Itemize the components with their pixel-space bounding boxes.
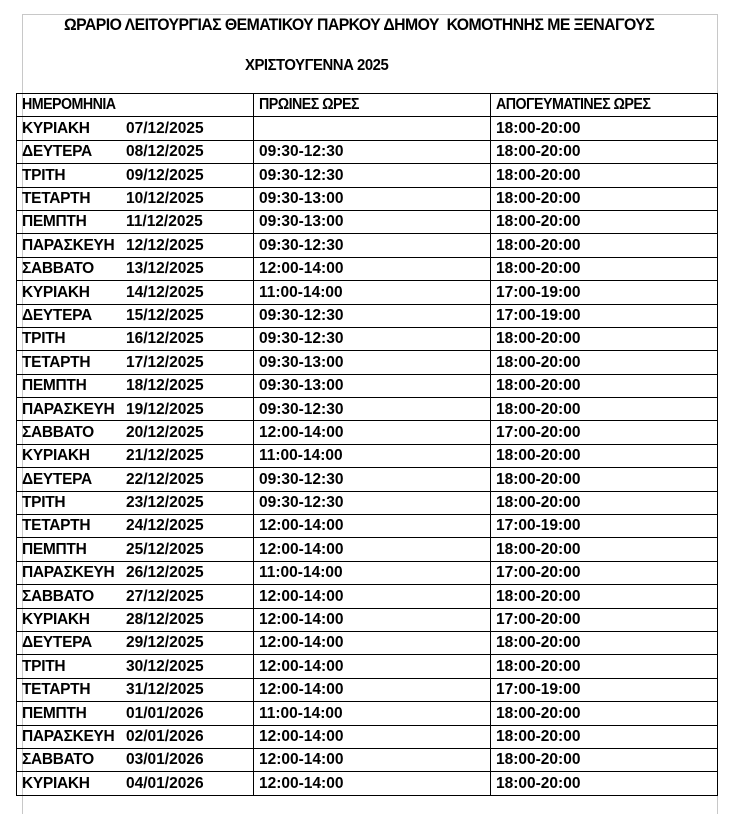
- header-afternoon-label: ΑΠΟΓΕΥΜΑΤΙΝΕΣ ΩΡΕΣ: [496, 96, 651, 114]
- table-row: [17, 327, 718, 350]
- date-value: 16/12/2025: [126, 330, 204, 348]
- date-cell: [17, 538, 254, 561]
- day-name: ΤΕΤΑΡΤΗ: [22, 681, 91, 699]
- date-cell: [17, 281, 254, 304]
- date-value: 25/12/2025: [126, 540, 204, 558]
- afternoon-hours-cell: 18:00-20:00: [491, 491, 718, 514]
- date-value: 04/01/2026: [126, 774, 204, 792]
- table-row: [17, 351, 718, 374]
- afternoon-hours-cell: 18:00-20:00: [491, 702, 718, 725]
- date-cell: [17, 772, 254, 795]
- table-row: [17, 304, 718, 327]
- date-value: 20/12/2025: [126, 423, 204, 441]
- day-name: ΠΕΜΠΤΗ: [22, 213, 87, 231]
- date-cell: [17, 140, 254, 163]
- afternoon-hours-cell: 18:00-20:00: [491, 468, 718, 491]
- date-value: 15/12/2025: [126, 306, 204, 324]
- afternoon-hours-cell: 18:00-20:00: [491, 772, 718, 795]
- table-row: [17, 234, 718, 257]
- day-name: ΠΑΡΑΣΚΕΥΗ: [22, 727, 115, 745]
- day-name: ΠΑΡΑΣΚΕΥΗ: [22, 564, 115, 582]
- afternoon-hours-cell: 18:00-20:00: [491, 748, 718, 771]
- day-name: ΔΕΥΤΕΡΑ: [22, 470, 92, 488]
- date-value: 29/12/2025: [126, 634, 204, 652]
- afternoon-hours-cell: 18:00-20:00: [491, 398, 718, 421]
- morning-hours-cell: 12:00-14:00: [254, 421, 491, 444]
- day-name: ΤΡΙΤΗ: [22, 166, 66, 184]
- table-row: [17, 421, 718, 444]
- day-name: ΤΡΙΤΗ: [22, 330, 66, 348]
- date-value: 11/12/2025: [126, 213, 203, 231]
- date-value: 30/12/2025: [126, 657, 204, 675]
- date-value: 12/12/2025: [126, 236, 204, 254]
- morning-hours-cell: 12:00-14:00: [254, 257, 491, 280]
- table-header-row: [17, 94, 718, 117]
- date-cell: [17, 631, 254, 654]
- date-value: 10/12/2025: [126, 190, 204, 207]
- date-value: 28/12/2025: [126, 611, 204, 629]
- date-cell: [17, 234, 254, 257]
- date-value: 08/12/2025: [126, 143, 204, 161]
- morning-hours-cell: 12:00-14:00: [254, 655, 491, 678]
- morning-hours-cell: 09:30-12:30: [254, 164, 491, 187]
- day-name: ΚΥΡΙΑΚΗ: [22, 283, 90, 301]
- date-cell: [17, 117, 254, 140]
- date-value: 21/12/2025: [126, 447, 204, 465]
- date-value: 14/12/2025: [126, 283, 204, 301]
- afternoon-hours-cell: 18:00-20:00: [491, 187, 718, 210]
- day-name: ΤΡΙΤΗ: [22, 657, 66, 675]
- header-afternoon-hours: [491, 94, 718, 117]
- morning-hours-cell: 12:00-14:00: [254, 515, 491, 538]
- date-value: 31/12/2025: [126, 681, 204, 699]
- date-cell: [17, 725, 254, 748]
- morning-hours-cell: 11:00-14:00: [254, 281, 491, 304]
- morning-hours-cell: [254, 117, 491, 140]
- date-cell: [17, 678, 254, 701]
- date-cell: [17, 491, 254, 514]
- day-name: ΔΕΥΤΕΡΑ: [22, 306, 92, 324]
- morning-hours-cell: 09:30-12:30: [254, 327, 491, 350]
- morning-hours-cell: 09:30-12:30: [254, 234, 491, 257]
- date-cell: [17, 327, 254, 350]
- afternoon-hours-cell: 18:00-20:00: [491, 538, 718, 561]
- table-row: [17, 678, 718, 701]
- afternoon-hours-cell: 17:00-20:00: [491, 421, 718, 444]
- table-row: [17, 585, 718, 608]
- date-cell: [17, 257, 254, 280]
- morning-hours-cell: 12:00-14:00: [254, 631, 491, 654]
- morning-hours-cell: 11:00-14:00: [254, 702, 491, 725]
- date-value: 01/01/2026: [126, 704, 204, 722]
- day-name: ΚΥΡΙΑΚΗ: [22, 447, 90, 465]
- afternoon-hours-cell: 17:00-20:00: [491, 561, 718, 584]
- afternoon-hours-cell: 18:00-20:00: [491, 257, 718, 280]
- header-morning-hours: [254, 94, 491, 117]
- morning-hours-cell: 12:00-14:00: [254, 585, 491, 608]
- table-row: [17, 491, 718, 514]
- afternoon-hours-cell: 18:00-20:00: [491, 234, 718, 257]
- table-row: [17, 164, 718, 187]
- table-row: [17, 210, 718, 233]
- table-row: [17, 631, 718, 654]
- table-row: [17, 772, 718, 795]
- morning-hours-cell: 09:30-12:30: [254, 468, 491, 491]
- table-row: [17, 608, 718, 631]
- date-cell: [17, 187, 254, 210]
- day-name: ΣΑΒΒΑΤΟ: [22, 423, 94, 441]
- date-value: 18/12/2025: [126, 377, 204, 395]
- schedule-table: [16, 93, 718, 796]
- day-name: ΠΑΡΑΣΚΕΥΗ: [22, 400, 115, 418]
- morning-hours-cell: 09:30-13:00: [254, 210, 491, 233]
- day-name: ΔΕΥΤΕΡΑ: [22, 143, 92, 161]
- day-name: ΠΕΜΠΤΗ: [22, 704, 87, 722]
- morning-hours-cell: 09:30-12:30: [254, 491, 491, 514]
- date-value: 03/01/2026: [126, 751, 204, 769]
- date-cell: [17, 655, 254, 678]
- date-value: 19/12/2025: [126, 400, 204, 418]
- afternoon-hours-cell: 18:00-20:00: [491, 631, 718, 654]
- table-row: [17, 444, 718, 467]
- schedule-body: [17, 117, 718, 795]
- morning-hours-cell: 12:00-14:00: [254, 678, 491, 701]
- date-cell: [17, 515, 254, 538]
- afternoon-hours-cell: 17:00-19:00: [491, 281, 718, 304]
- table-row: [17, 748, 718, 771]
- date-cell: [17, 561, 254, 584]
- document-subtitle: ΧΡΙΣΤΟΥΓΕΝΝΑ 2025: [245, 57, 389, 74]
- afternoon-hours-cell: 17:00-20:00: [491, 608, 718, 631]
- table-row: [17, 140, 718, 163]
- table-row: [17, 468, 718, 491]
- afternoon-hours-cell: 18:00-20:00: [491, 327, 718, 350]
- day-name: ΣΑΒΒΑΤΟ: [22, 260, 94, 278]
- date-cell: [17, 164, 254, 187]
- date-value: 27/12/2025: [126, 587, 204, 605]
- day-name: ΤΕΤΑΡΤΗ: [22, 517, 91, 535]
- afternoon-hours-cell: 18:00-20:00: [491, 444, 718, 467]
- date-cell: [17, 585, 254, 608]
- date-cell: [17, 374, 254, 397]
- table-row: [17, 538, 718, 561]
- day-name: ΠΕΜΠΤΗ: [22, 540, 87, 558]
- date-cell: [17, 608, 254, 631]
- table-row: [17, 117, 718, 140]
- table-row: [17, 702, 718, 725]
- morning-hours-cell: 12:00-14:00: [254, 538, 491, 561]
- morning-hours-cell: 11:00-14:00: [254, 561, 491, 584]
- day-name: ΠΑΡΑΣΚΕΥΗ: [22, 236, 115, 254]
- table-row: [17, 515, 718, 538]
- table-row: [17, 257, 718, 280]
- date-cell: [17, 351, 254, 374]
- morning-hours-cell: 09:30-12:30: [254, 398, 491, 421]
- afternoon-hours-cell: 18:00-20:00: [491, 585, 718, 608]
- afternoon-hours-cell: 18:00-20:00: [491, 725, 718, 748]
- table-row: [17, 281, 718, 304]
- afternoon-hours-cell: 17:00-19:00: [491, 515, 718, 538]
- morning-hours-cell: 12:00-14:00: [254, 772, 491, 795]
- day-name: ΠΕΜΠΤΗ: [22, 377, 87, 395]
- table-row: [17, 561, 718, 584]
- afternoon-hours-cell: 18:00-20:00: [491, 117, 718, 140]
- morning-hours-cell: 11:00-14:00: [254, 444, 491, 467]
- table-row: [17, 187, 718, 210]
- morning-hours-cell: 12:00-14:00: [254, 608, 491, 631]
- date-cell: [17, 210, 254, 233]
- table-row: [17, 655, 718, 678]
- date-cell: [17, 468, 254, 491]
- morning-hours-cell: 09:30-13:00: [254, 374, 491, 397]
- morning-hours-cell: 09:30-13:00: [254, 351, 491, 374]
- day-name: ΤΡΙΤΗ: [22, 494, 66, 512]
- afternoon-hours-cell: 18:00-20:00: [491, 655, 718, 678]
- morning-hours-cell: 12:00-14:00: [254, 748, 491, 771]
- day-name: ΚΥΡΙΑΚΗ: [22, 119, 90, 137]
- date-cell: [17, 421, 254, 444]
- table-row: [17, 398, 718, 421]
- day-name: ΣΑΒΒΑΤΟ: [22, 587, 94, 605]
- table-row: [17, 725, 718, 748]
- afternoon-hours-cell: 18:00-20:00: [491, 164, 718, 187]
- date-value: 26/12/2025: [126, 564, 204, 582]
- header-date: [17, 94, 254, 117]
- date-cell: [17, 398, 254, 421]
- date-cell: [17, 748, 254, 771]
- afternoon-hours-cell: 18:00-20:00: [491, 210, 718, 233]
- date-value: 02/01/2026: [126, 727, 204, 745]
- afternoon-hours-cell: 18:00-20:00: [491, 374, 718, 397]
- date-value: 22/12/2025: [126, 470, 204, 488]
- date-value: 13/12/2025: [126, 260, 204, 278]
- day-name: ΔΕΥΤΕΡΑ: [22, 634, 92, 652]
- date-value: 07/12/2025: [126, 119, 204, 137]
- date-cell: [17, 304, 254, 327]
- date-value: 09/12/2025: [126, 166, 204, 184]
- morning-hours-cell: 09:30-12:30: [254, 304, 491, 327]
- date-value: 17/12/2025: [126, 353, 204, 371]
- morning-hours-cell: 09:30-12:30: [254, 140, 491, 163]
- afternoon-hours-cell: 17:00-19:00: [491, 304, 718, 327]
- afternoon-hours-cell: 17:00-19:00: [491, 678, 718, 701]
- day-name: ΚΥΡΙΑΚΗ: [22, 774, 90, 792]
- day-name: ΣΑΒΒΑΤΟ: [22, 751, 94, 769]
- document-title: ΩΡΑΡΙΟ ΛΕΙΤΟΥΡΓΙΑΣ ΘΕΜΑΤΙΚΟΥ ΠΑΡΚΟΥ ΔΗΜΟΥ ΚΟΜΟΤΗΝΗΣ ΜΕ ΞΕΝΑΓΟΥΣ: [64, 15, 655, 34]
- afternoon-hours-cell: 18:00-20:00: [491, 140, 718, 163]
- date-cell: [17, 444, 254, 467]
- morning-hours-cell: 09:30-13:00: [254, 187, 491, 210]
- date-value: 23/12/2025: [126, 494, 204, 512]
- morning-hours-cell: 12:00-14:00: [254, 725, 491, 748]
- date-cell: [17, 702, 254, 725]
- day-name: ΤΕΤΑΡΤΗ: [22, 353, 91, 371]
- day-name: ΚΥΡΙΑΚΗ: [22, 611, 90, 629]
- header-date-label: ΗΜΕΡΟΜΗΝΙΑ: [22, 96, 116, 114]
- day-name: ΤΕΤΑΡΤΗ: [22, 190, 91, 207]
- header-morning-label: ΠΡΩΙΝΕΣ ΩΡΕΣ: [259, 96, 359, 114]
- afternoon-hours-cell: 18:00-20:00: [491, 351, 718, 374]
- table-row: [17, 374, 718, 397]
- date-value: 24/12/2025: [126, 517, 204, 535]
